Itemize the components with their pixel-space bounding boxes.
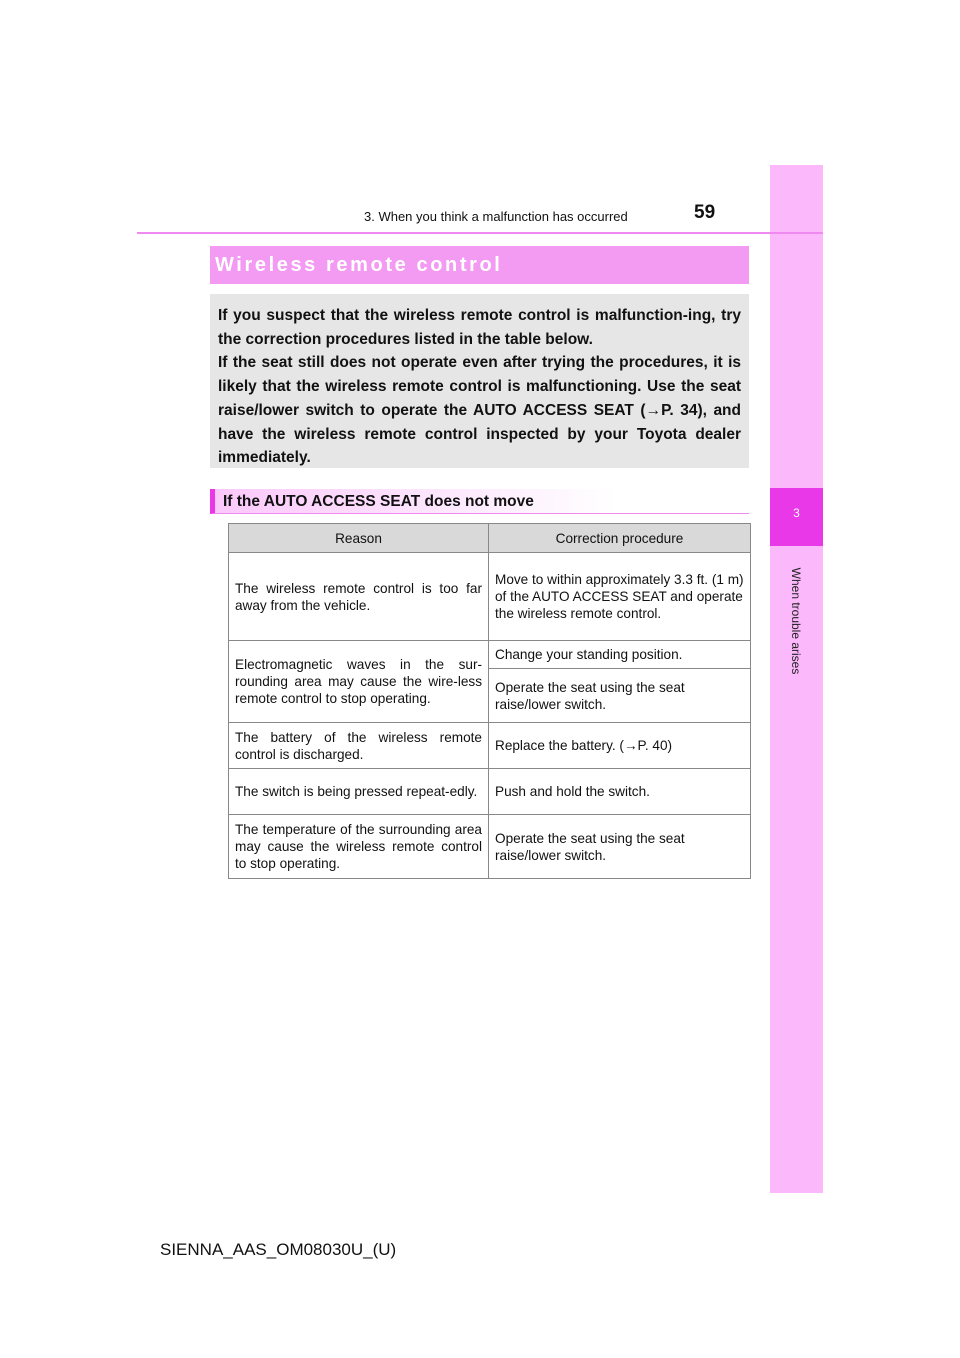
table-row	[229, 769, 751, 815]
side-tab-chapter-number: 3	[793, 506, 800, 520]
column-header-reason: Reason	[229, 524, 489, 553]
reason-cell: The wireless remote control is too far away from the vehicle.	[229, 553, 489, 641]
reason-cell: Electromagnetic waves in the sur-rounding area may cause the wire-less remote control to stop operating.	[229, 641, 489, 723]
correction-cell: Replace the battery. (→P. 40)	[489, 723, 751, 769]
section-title: Wireless remote control	[210, 246, 749, 284]
correction-cell: Push and hold the switch.	[489, 769, 751, 815]
header-divider	[137, 232, 823, 234]
chapter-title: 3. When you think a malfunction has occurred	[364, 209, 628, 224]
side-tab-chapter-label: When trouble arises	[789, 567, 803, 675]
subsection-heading: If the AUTO ACCESS SEAT does not move	[210, 489, 749, 514]
table-row	[229, 723, 751, 769]
intro-paragraph-2: If the seat still does not operate even after trying the procedures, it is likely that the wireless remote control is malfunctioning. Use the seat raise/lower switch to operate the AUTO ACCESS SEAT (→P. 34), and have the wireless remote control inspected by your Toyota dealer immediately.	[218, 354, 741, 467]
intro-paragraph-1: If you suspect that the wireless remote control is malfunction-ing, try the correction procedures listed in the table below.	[218, 307, 741, 348]
correction-cell: Move to within approximately 3.3 ft. (1 m) of the AUTO ACCESS SEAT and operate the wireless remote control.	[489, 553, 751, 641]
intro-box	[210, 294, 749, 468]
troubleshooting-table	[228, 523, 751, 879]
column-header-correction: Correction procedure	[489, 524, 751, 553]
reason-cell: The temperature of the surrounding area may cause the wireless remote control to stop operating.	[229, 815, 489, 879]
table-row	[229, 815, 751, 879]
reason-cell: The battery of the wireless remote control is discharged.	[229, 723, 489, 769]
correction-cell: Change your standing position.	[489, 641, 751, 669]
correction-cell: Operate the seat using the seat raise/lower switch.	[489, 815, 751, 879]
correction-cell: Operate the seat using the seat raise/lower switch.	[489, 669, 751, 723]
document-code-footer: SIENNA_AAS_OM08030U_(U)	[160, 1240, 397, 1259]
table-row	[229, 553, 751, 641]
reason-cell: The switch is being pressed repeat-edly.	[229, 769, 489, 815]
table-header-row	[229, 524, 751, 553]
page-number: 59	[694, 202, 716, 223]
side-tab-strip	[770, 165, 823, 1193]
table-row	[229, 641, 751, 669]
